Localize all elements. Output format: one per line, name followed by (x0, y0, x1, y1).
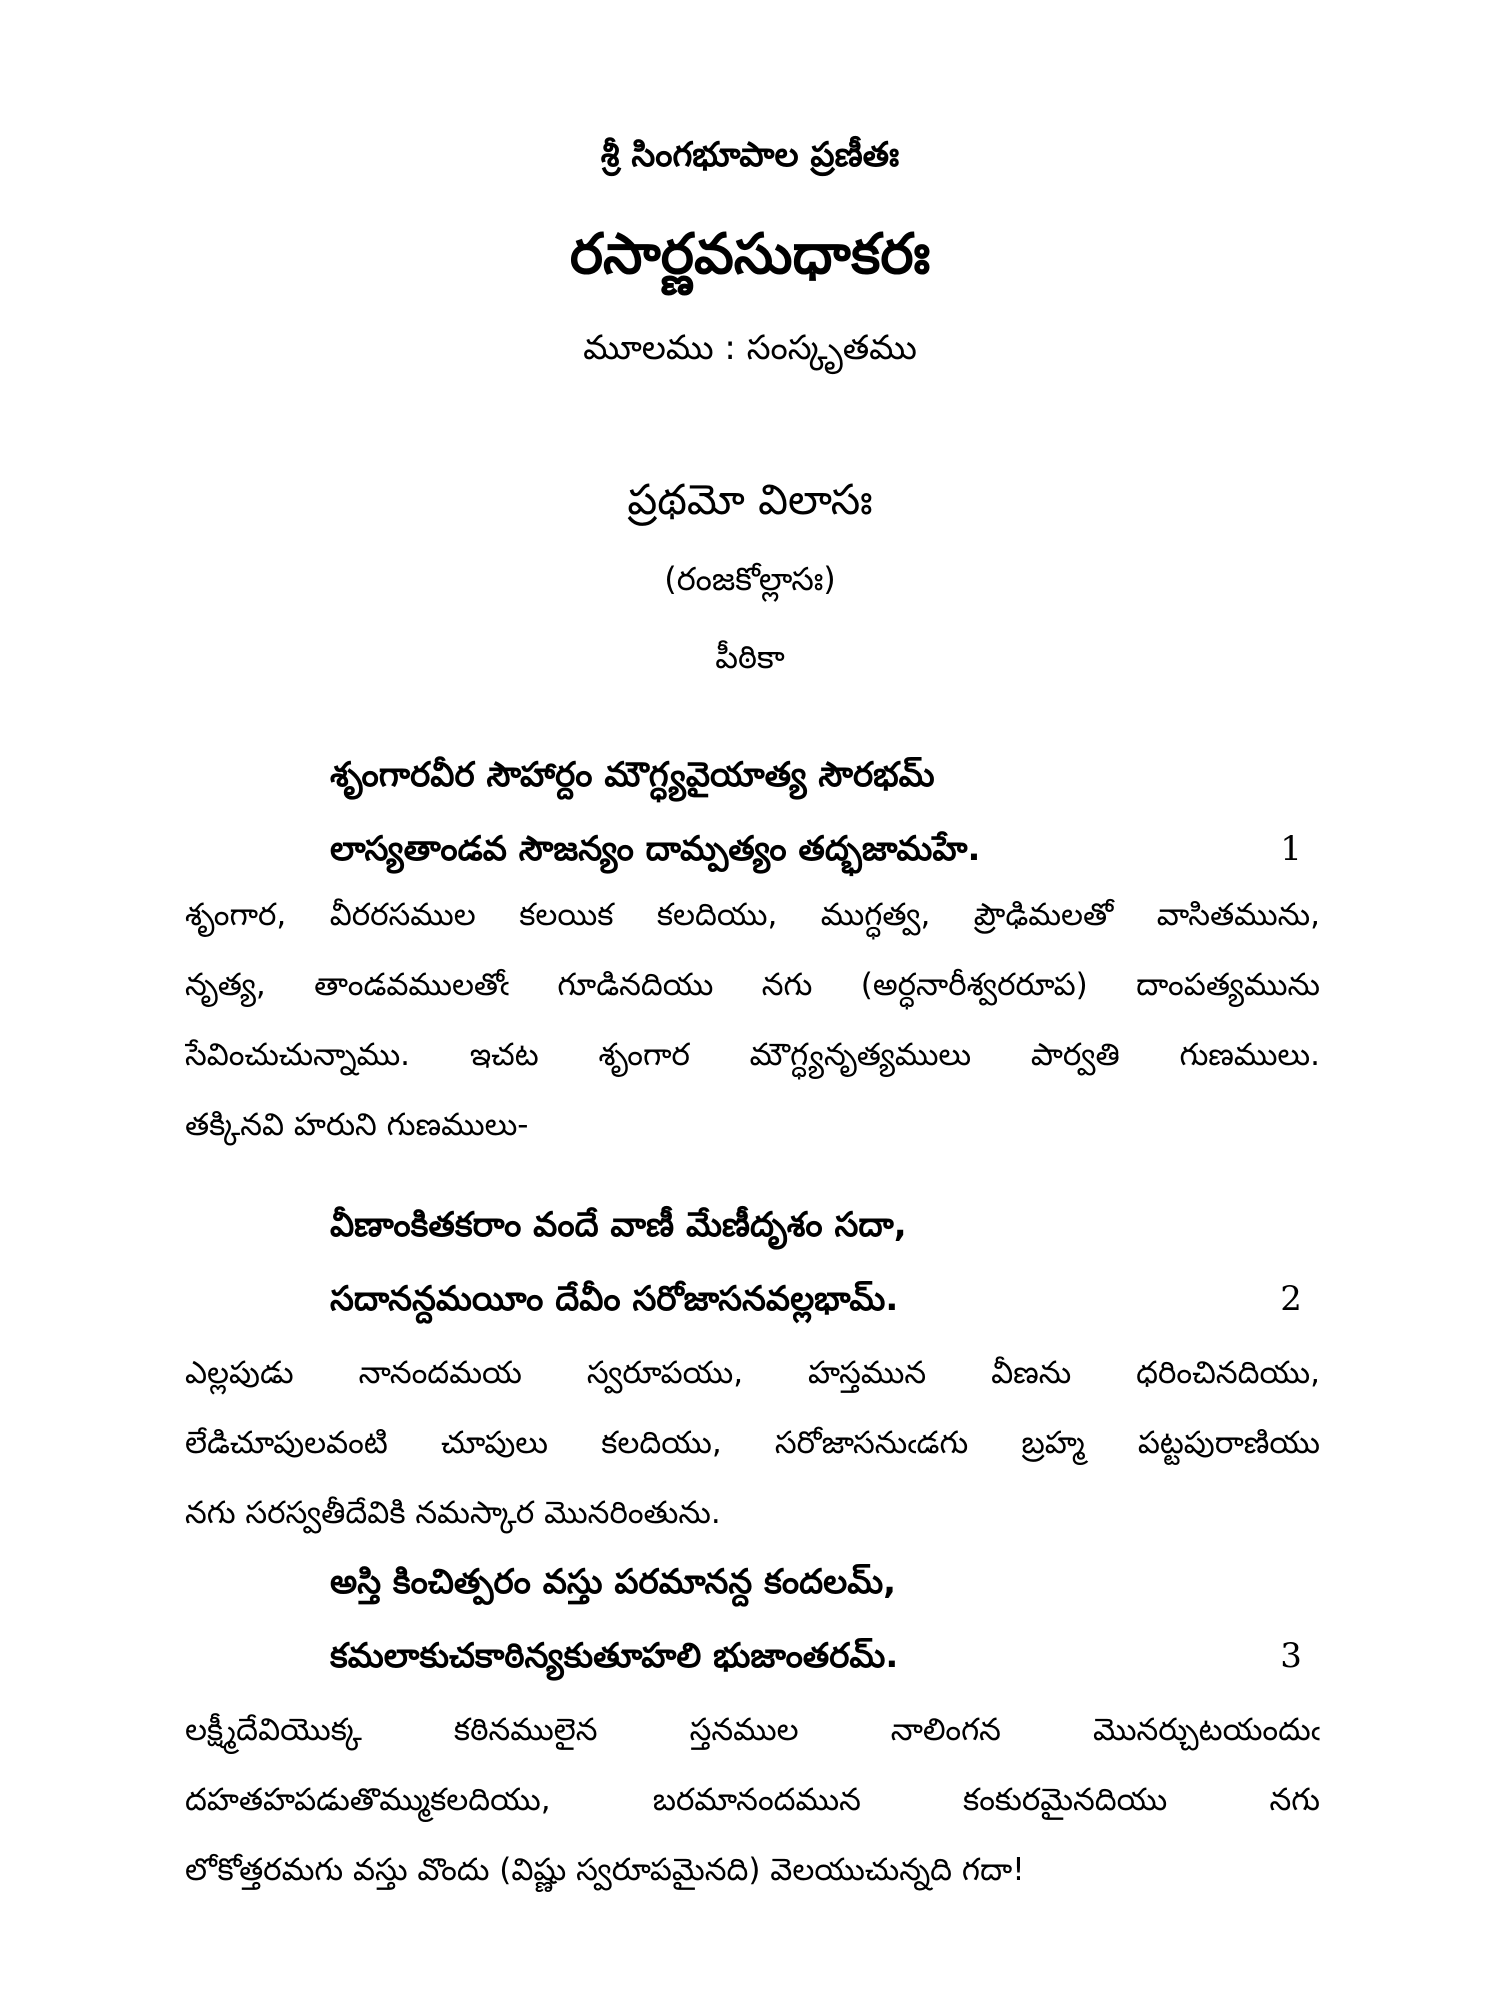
verse-line (330, 1188, 1330, 1262)
verse-line (330, 812, 1330, 886)
commentary-3 (185, 1695, 1320, 1905)
verse-number: 1 (1280, 829, 1302, 869)
verse-2 (330, 1188, 1330, 1336)
commentary-line: సేవించుచున్నాము. ఇచట శృంగార మౌగ్ధ్యనృత్యములు పార్వతి గుణములు. (185, 1037, 1320, 1073)
verse-number: 2 (1280, 1279, 1302, 1319)
chapter-heading: ప్రథమో విలాసః (627, 475, 873, 524)
verse-text: లాస్యతాండవ సౌజన్యం దామ్పత్యం తద్భజామహే. (330, 829, 981, 869)
commentary-2 (185, 1338, 1320, 1548)
verse-text: కమలాకుచకాఠిన్యకుతూహలి భుజాంతరమ్. (330, 1636, 899, 1676)
verse-line (330, 1262, 1330, 1336)
commentary-line: లోకోత్తరమగు వస్తు వొందు (విష్ణు స్వరూపమైనది) వెలయుచున్నది గదా! (185, 1852, 1025, 1888)
verse-1 (330, 738, 1330, 886)
commentary-line: దహతహపడుతొమ్ముకలదియు, బరమానందమున కంకురమైనదియు నగు (185, 1782, 1320, 1818)
chapter-subheading: (రంజకోల్లాసః) (664, 560, 836, 598)
commentary-line: నగు సరస్వతీదేవికి నమస్కార మొనరింతును. (185, 1495, 721, 1531)
commentary-line: ఎల్లపుడు నానందమయ స్వరూపయు, హస్తమున వీణను ధరించినదియు, (185, 1355, 1320, 1391)
commentary-line: తక్కినవి హరుని గుణములు- (185, 1107, 529, 1143)
commentary-line: లక్ష్మీదేవియొక్క కఠినములైన స్తనముల నాలింగన మొనర్చుటయందుఁ (185, 1712, 1320, 1748)
verse-text: సదానన్దమయీం దేవీం సరోజాసనవల్లభామ్. (330, 1279, 899, 1319)
section-heading: పీఠికా (715, 638, 785, 676)
book-title: రసార్ణవసుధాకరః (569, 222, 931, 287)
verse-text: వీణాంకితకరాం వందే వాణీ మేణీదృశం సదా, (330, 1205, 907, 1245)
author-line: శ్రీ సింగభూపాల ప్రణీతః (600, 135, 900, 175)
verse-number: 3 (1280, 1636, 1302, 1676)
commentary-line: లేడిచూపులవంటి చూపులు కలదియు, సరోజాసనుఁడగు బ్రహ్మ పట్టపురాణియు (185, 1425, 1320, 1461)
source-language-line: మూలము : సంస్కృతము (583, 328, 917, 368)
verse-line (330, 1619, 1330, 1693)
verse-line (330, 1545, 1330, 1619)
commentary-line: నృత్య, తాండవములతోఁ గూడినదియు నగు (అర్ధనారీశ్వరరూప) దాంపత్యమును (185, 967, 1320, 1003)
verse-text: శృంగారవీర సౌహార్దం మౌగ్ధ్యవైయాత్య సౌరభమ్ (330, 755, 935, 795)
commentary-1 (185, 880, 1320, 1160)
verse-text: అస్తి కించిత్పరం వస్తు పరమానన్ద కందలమ్, (330, 1562, 897, 1602)
verse-3 (330, 1545, 1330, 1693)
verse-line (330, 738, 1330, 812)
commentary-line: శృంగార, వీరరసముల కలయిక కలదియు, ముగ్ధత్వ, ప్రౌఢిమలతో వాసితమును, (185, 897, 1320, 933)
